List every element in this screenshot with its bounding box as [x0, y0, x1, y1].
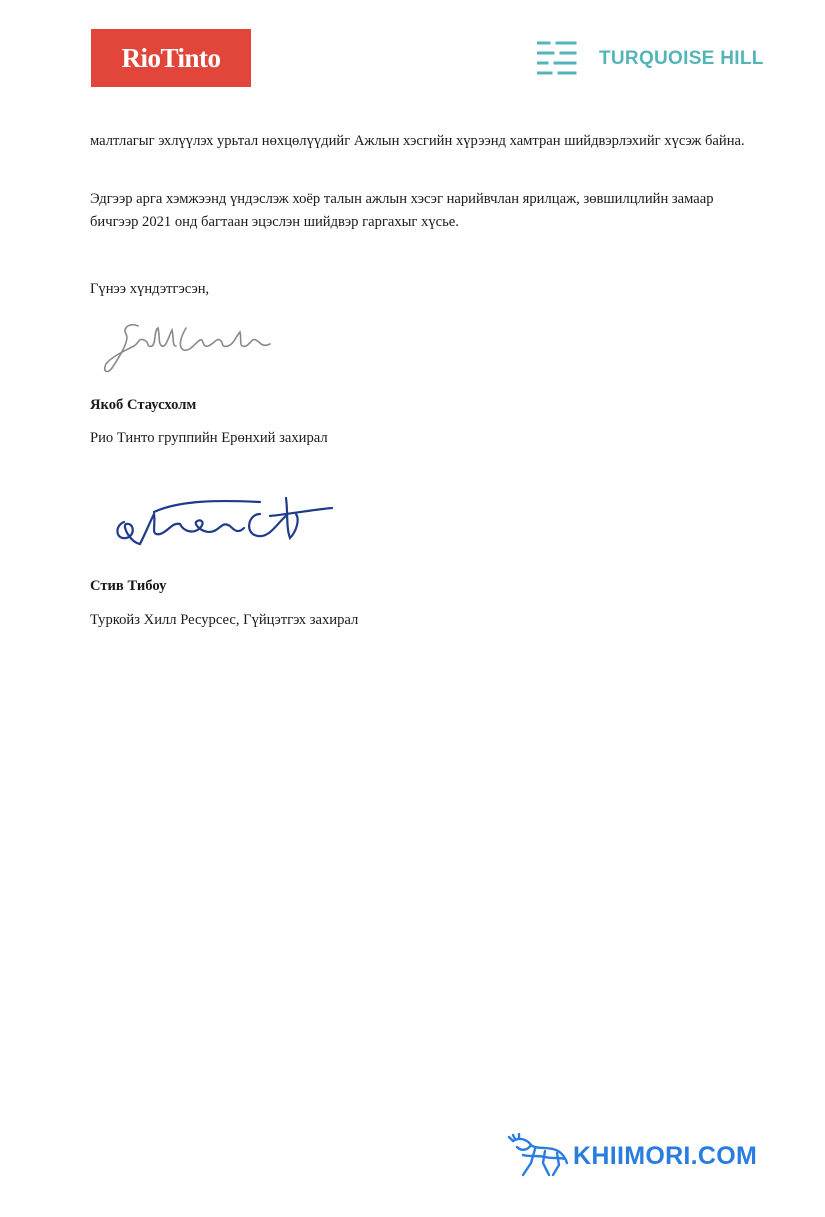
signature-2-icon [110, 492, 340, 554]
turquoise-hill-logo [537, 40, 764, 78]
turquoise-hill-logo-text: TURQUOISE HILL [599, 48, 764, 69]
signature-1-icon [100, 316, 280, 378]
turquoise-hill-mark-icon [537, 40, 577, 78]
signatory-2-title: Туркойз Хилл Ресурсес, Гүйцэтгэх захирал [90, 612, 359, 628]
letter-closing: Гүнээ хүндэтгэсэн, [90, 281, 210, 297]
rio-tinto-logo [91, 29, 251, 87]
letter-paragraph-1: малтлагыг эхлүүлэх урьтал нөхцөлүүдийг Ажлын хэсгийн хүрээнд хамтран шийдвэрлэхийг хүсэж байна. [90, 133, 745, 149]
signatory-1-name: Якоб Стаусхолм [90, 397, 197, 413]
signatory-1-title: Рио Тинто группийн Ерөнхий захирал [90, 430, 328, 446]
watermark [505, 1133, 757, 1179]
watermark-text: KHIIMORI.COM [573, 1141, 758, 1170]
rio-tinto-logo-text: RioTinto [121, 42, 221, 73]
signatory-2-name: Стив Тибоу [90, 578, 167, 594]
horse-icon [505, 1133, 571, 1179]
letter-paragraph-2: Эдгээр арга хэмжээнд үндэслэж хоёр талын ажлын хэсэг нарийвчлан ярилцаж, зөвшилцлийн замаар бичгээр 2021 онд багтаан эцэслэн шийдвэр гаргахыг хүсье. [90, 191, 714, 230]
